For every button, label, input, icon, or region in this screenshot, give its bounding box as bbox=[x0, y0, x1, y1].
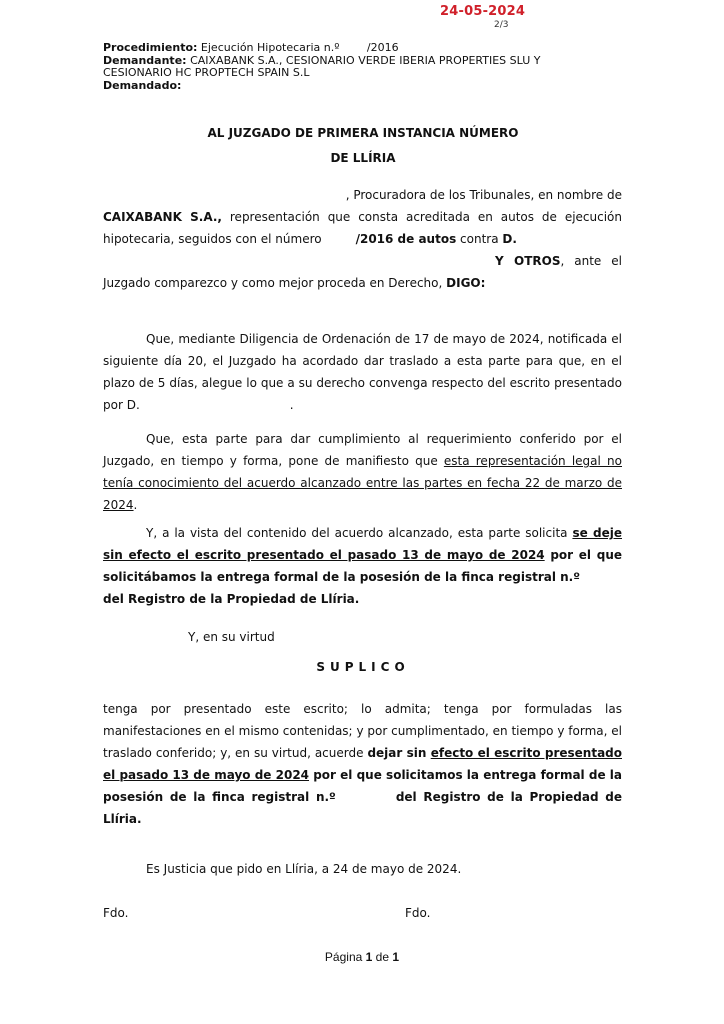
signature-left: Fdo. bbox=[103, 906, 129, 920]
procedimiento-value: Ejecución Hipotecaria n.º bbox=[200, 41, 340, 54]
case-header bbox=[103, 42, 623, 92]
registration-stamp-date: 24-05-2024 bbox=[440, 4, 526, 19]
demandante-value: CAIXABANK S.A., CESIONARIO VERDE IBERIA PROPERTIES SLU Y bbox=[190, 53, 541, 67]
total-pages: 1 bbox=[392, 950, 400, 964]
paragraph-solicitud: Y, a la vista del contenido del acuerdo alcanzado, esta parte solicita se deje sin efecto el escrito presentado el pasado 13 de mayo de 2024 por el que solicitábamos la entrega formal de la posesión de la finca registral n.º del Registro de la Propiedad de Llíria. bbox=[103, 526, 623, 606]
signature-right: Fdo. bbox=[405, 906, 431, 920]
demandante-line-2: CESIONARIO HC PROPTECH SPAIN S.L bbox=[103, 66, 310, 79]
virtud-line: Y, en su virtud bbox=[188, 630, 275, 644]
closing-line: Es Justicia que pido en Llíria, a 24 de mayo de 2024. bbox=[146, 862, 462, 876]
demandado-label: Demandado: bbox=[103, 78, 182, 92]
suplico-heading: SUPLICO bbox=[316, 660, 410, 674]
procedimiento-number: /2016 bbox=[366, 41, 399, 54]
court-title-line2: DE LLÍRIA bbox=[330, 151, 396, 165]
page-footer: Página 1 de 1 bbox=[324, 950, 400, 964]
current-page: 1 bbox=[365, 950, 373, 964]
demandante-label: Demandante: bbox=[103, 53, 187, 67]
paragraph-manifiesto: Que, esta parte para dar cumplimiento al requerimiento conferido por el Juzgado, en tiempo y forma, pone de manifiesto que esta representación legal no tenía conocimiento del acuerdo alcanzado entre las partes en fecha 22 de marzo de 2024. bbox=[103, 432, 622, 512]
procedimiento-label: Procedimiento: bbox=[103, 41, 198, 54]
intro-paragraph: , Procuradora de los Tribunales, en nombre de CAIXABANK S.A., representación que consta acreditada en autos de ejecución hipotecaria, seguidos con el número /2016 de autos contra D. Y OTROS, ante el Juzgado comparezco y como mejor proceda en Derecho, DIGO: bbox=[103, 188, 622, 290]
stamp-page-count: 2/3 bbox=[494, 20, 509, 30]
paragraph-suplico: tenga por presentado este escrito; lo admita; tenga por formuladas las manifestaciones en el mismo contenidas; y por cumplimentado, en tiempo y forma, el traslado conferido; y, en su virtud, acuerde dejar sin efecto el escrito presentado el pasado 13 de mayo de 2024 por el que solicitamos la entrega formal de la posesión de la finca registral n.º del Registro de la Propiedad de Llíria. bbox=[103, 702, 622, 826]
paragraph-diligencia: Que, mediante Diligencia de Ordenación de 17 de mayo de 2024, notificada el siguiente día 20, el Juzgado ha acordado dar traslado a esta parte para que, en el plazo de 5 días, alegue lo que a su derecho convenga respecto del escrito presentado por D. . bbox=[103, 332, 622, 412]
court-title-line1: AL JUZGADO DE PRIMERA INSTANCIA NÚMERO bbox=[207, 126, 519, 140]
